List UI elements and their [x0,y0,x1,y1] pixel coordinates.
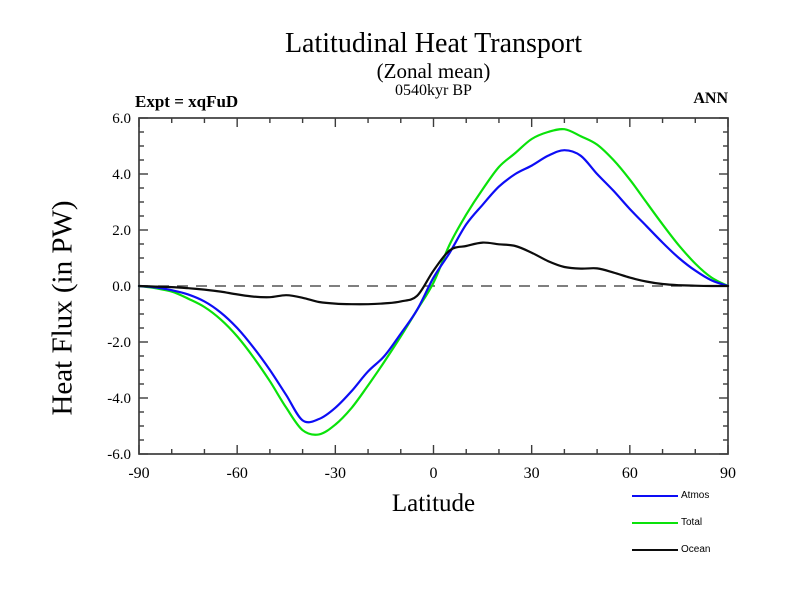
chart-title: Latitudinal Heat Transport [284,28,583,59]
y-tick-label: -4.0 [107,391,131,407]
series-line-ocean [139,243,728,305]
legend-item-ocean [632,536,710,563]
legend-item-atmos [632,482,710,509]
experiment-label: Expt = xqFuD [135,92,239,111]
y-tick-label: 4.0 [112,167,131,183]
series-line-total [139,129,728,435]
y-tick-label: -2.0 [107,335,131,351]
x-tick-label: 0 [429,465,438,482]
legend-label-atmos: Atmos [681,490,710,501]
x-tick-label: 30 [523,465,540,482]
legend-label-total: Total [681,517,703,528]
y-tick-label: -6.0 [107,447,131,463]
x-tick-label: -60 [226,465,248,482]
y-tick-label: 6.0 [112,111,131,127]
legend-label-ocean: Ocean [681,544,711,555]
legend [632,482,710,563]
x-tick-label: 60 [621,465,638,482]
y-axis-title: Heat Flux (in PW) [46,200,79,416]
y-tick-label: 0.0 [112,279,131,295]
atmos-line-swatch [632,495,678,497]
legend-item-total [632,509,710,536]
season-label: ANN [693,90,728,107]
total-line-swatch [632,522,678,524]
x-axis-title: Latitude [391,490,476,517]
x-tick-label: -30 [324,465,346,482]
ocean-line-swatch [632,549,678,551]
y-tick-label: 2.0 [112,223,131,239]
date-label: 0540kyr BP [395,82,472,99]
x-tick-label: 90 [720,465,736,482]
x-tick-label: -90 [128,465,150,482]
chart-subtitle: (Zonal mean) [376,59,491,83]
